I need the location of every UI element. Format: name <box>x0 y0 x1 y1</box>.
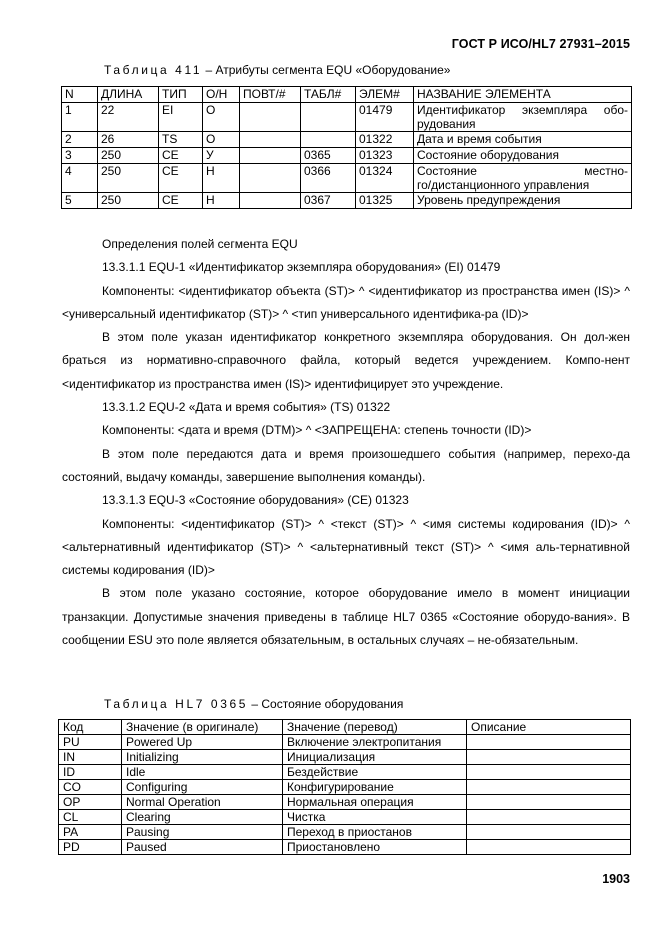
cell-length: 26 <box>98 132 159 148</box>
cell-rep <box>240 132 301 148</box>
cell-translation: Включение электропитания <box>283 735 467 750</box>
table-row <box>59 780 631 795</box>
cell-elem: 01323 <box>356 148 414 164</box>
table-0365-header-row <box>59 720 631 735</box>
cell-length: 250 <box>98 193 159 209</box>
table-row <box>62 103 632 132</box>
cell-original: Configuring <box>122 780 283 795</box>
column-header: ДЛИНА <box>98 87 159 103</box>
cell-length: 250 <box>98 164 159 193</box>
table-0365 <box>58 719 631 855</box>
cell-type: EI <box>159 103 203 132</box>
cell-table <box>301 103 356 132</box>
cell-n: 3 <box>62 148 98 164</box>
table-row <box>62 148 632 164</box>
table-row <box>62 132 632 148</box>
cell-translation: Переход в приостанов <box>283 825 467 840</box>
cell-original: Pausing <box>122 825 283 840</box>
table-row <box>62 193 632 209</box>
cell-name-line2: го/дистанционного управления <box>417 178 590 192</box>
cell-description <box>467 810 631 825</box>
paragraph: В этом поле передаются дата и время произошедшего события (например, перехо-да состояний, выдачу команды, завершение выполнения команды). <box>62 446 630 484</box>
column-header: Код <box>59 720 122 735</box>
cell-code: ID <box>59 765 122 780</box>
cell-description <box>467 795 631 810</box>
column-header: ТАБЛ# <box>301 87 356 103</box>
subsection-heading: 13.3.1.2 EQU-2 «Дата и время события» (TS) 01322 <box>102 400 391 415</box>
body-text <box>62 233 630 652</box>
paragraph: Компоненты: <дата и время (DTM)> ^ <ЗАПРЕЩЕНА: степень точности (ID)> <box>102 423 532 438</box>
cell-n: 1 <box>62 103 98 132</box>
cell-type: CE <box>159 148 203 164</box>
cell-rep <box>240 164 301 193</box>
cell-name <box>414 164 632 193</box>
table-0365-caption-label: Таблица HL7 0365 <box>104 697 249 711</box>
cell-rep <box>240 148 301 164</box>
cell-description <box>467 780 631 795</box>
cell-table: 0366 <box>301 164 356 193</box>
cell-opt: У <box>203 148 240 164</box>
cell-length: 22 <box>98 103 159 132</box>
cell-code: PA <box>59 825 122 840</box>
cell-elem: 01324 <box>356 164 414 193</box>
cell-description <box>467 840 631 855</box>
table-0365-caption-title: – Состояние оборудования <box>248 697 404 711</box>
cell-table: 0367 <box>301 193 356 209</box>
cell-original: Idle <box>122 765 283 780</box>
cell-table: 0365 <box>301 148 356 164</box>
table-row <box>59 750 631 765</box>
cell-description <box>467 765 631 780</box>
cell-name-line1: Состояние местно- <box>417 164 628 178</box>
cell-translation: Конфигурирование <box>283 780 467 795</box>
column-header: НАЗВАНИЕ ЭЛЕМЕНТА <box>414 87 632 103</box>
cell-elem: 01322 <box>356 132 414 148</box>
cell-name <box>414 103 632 132</box>
cell-table <box>301 132 356 148</box>
paragraph: В этом поле указано состояние, которое оборудование имело в момент инициации транзакции. Допустимые значения приведены в таблице HL7 0365 «Состояние оборудо-вания». В сообщении ESU это поле является обязательным, в остальных случаях – не-обязательным. <box>62 586 630 648</box>
column-header: Описание <box>467 720 631 735</box>
cell-original: Normal Operation <box>122 795 283 810</box>
table-411-caption-title: – Атрибуты сегмента EQU «Оборудование» <box>202 63 451 77</box>
cell-n: 4 <box>62 164 98 193</box>
cell-name: Уровень предупреждения <box>414 193 632 209</box>
table-0365-caption <box>104 697 403 711</box>
column-header: ПОВТ/# <box>240 87 301 103</box>
cell-name: Дата и время события <box>414 132 632 148</box>
paragraph-heading: Определения полей сегмента EQU <box>102 237 298 251</box>
paragraph: В этом поле указан идентификатор конкретного экземпляра оборудования. Он дол-жен браться из нормативно-справочного файла, который ведется учреждением. Компо-нент <идентификатор из пространства имен (IS)> идентифицирует это учреждение. <box>62 330 630 391</box>
document-code: ГОСТ Р ИСО/HL7 27931–2015 <box>451 37 630 51</box>
cell-opt: О <box>203 103 240 132</box>
subsection-heading: 13.3.1.1 EQU-1 «Идентификатор экземпляра оборудования» (EI) 01479 <box>102 260 501 275</box>
cell-name: Состояние оборудования <box>414 148 632 164</box>
column-header: ТИП <box>159 87 203 103</box>
cell-code: PU <box>59 735 122 750</box>
table-row <box>59 825 631 840</box>
column-header: N <box>62 87 98 103</box>
cell-n: 2 <box>62 132 98 148</box>
cell-type: CE <box>159 193 203 209</box>
table-411-caption <box>104 63 450 77</box>
cell-translation: Бездействие <box>283 765 467 780</box>
cell-translation: Нормальная операция <box>283 795 467 810</box>
table-row <box>59 735 631 750</box>
cell-length: 250 <box>98 148 159 164</box>
cell-elem: 01325 <box>356 193 414 209</box>
page-number: 1903 <box>602 872 630 886</box>
cell-original: Powered Up <box>122 735 283 750</box>
cell-type: CE <box>159 164 203 193</box>
table-row <box>59 765 631 780</box>
cell-type: TS <box>159 132 203 148</box>
cell-description <box>467 750 631 765</box>
cell-translation: Приостановлено <box>283 840 467 855</box>
subsection-heading: 13.3.1.3 EQU-3 «Состояние оборудования» (CE) 01323 <box>102 493 409 508</box>
column-header: ЭЛЕМ# <box>356 87 414 103</box>
cell-translation: Инициализация <box>283 750 467 765</box>
cell-opt: Н <box>203 164 240 193</box>
column-header: О/Н <box>203 87 240 103</box>
column-header: Значение (перевод) <box>283 720 467 735</box>
table-row <box>59 810 631 825</box>
cell-elem: 01479 <box>356 103 414 132</box>
cell-name-line2: рудования <box>417 117 476 131</box>
cell-code: PD <box>59 840 122 855</box>
cell-rep <box>240 103 301 132</box>
cell-opt: О <box>203 132 240 148</box>
cell-code: OP <box>59 795 122 810</box>
cell-translation: Чистка <box>283 810 467 825</box>
cell-code: CO <box>59 780 122 795</box>
table-411 <box>61 86 632 209</box>
table-row <box>62 164 632 193</box>
cell-original: Initializing <box>122 750 283 765</box>
cell-n: 5 <box>62 193 98 209</box>
table-row <box>59 795 631 810</box>
column-header: Значение (в оригинале) <box>122 720 283 735</box>
paragraph: Компоненты: <идентификатор (ST)> ^ <текст (ST)> ^ <имя системы кодирования (ID)> ^ <альтернативный идентификатор (ST)> ^ <альтернативный текст (ST)> ^ <имя аль-тернативной системы кодирования (ID)> <box>62 516 630 578</box>
cell-code: IN <box>59 750 122 765</box>
paragraph: Компоненты: <идентификатор объекта (ST)> ^ <идентификатор из пространства имен (IS)> ^ <универсальный идентификатор (ST)> ^ <тип универсального идентифика-ра (ID)> <box>62 283 630 321</box>
table-row <box>59 840 631 855</box>
cell-opt: Н <box>203 193 240 209</box>
cell-original: Paused <box>122 840 283 855</box>
cell-rep <box>240 193 301 209</box>
cell-original: Clearing <box>122 810 283 825</box>
cell-description <box>467 825 631 840</box>
table-411-header-row <box>62 87 632 103</box>
table-411-caption-label: Таблица 411 <box>104 63 203 77</box>
cell-name-line1: Идентификатор экземпляра обо- <box>417 103 628 117</box>
cell-code: CL <box>59 810 122 825</box>
cell-description <box>467 735 631 750</box>
